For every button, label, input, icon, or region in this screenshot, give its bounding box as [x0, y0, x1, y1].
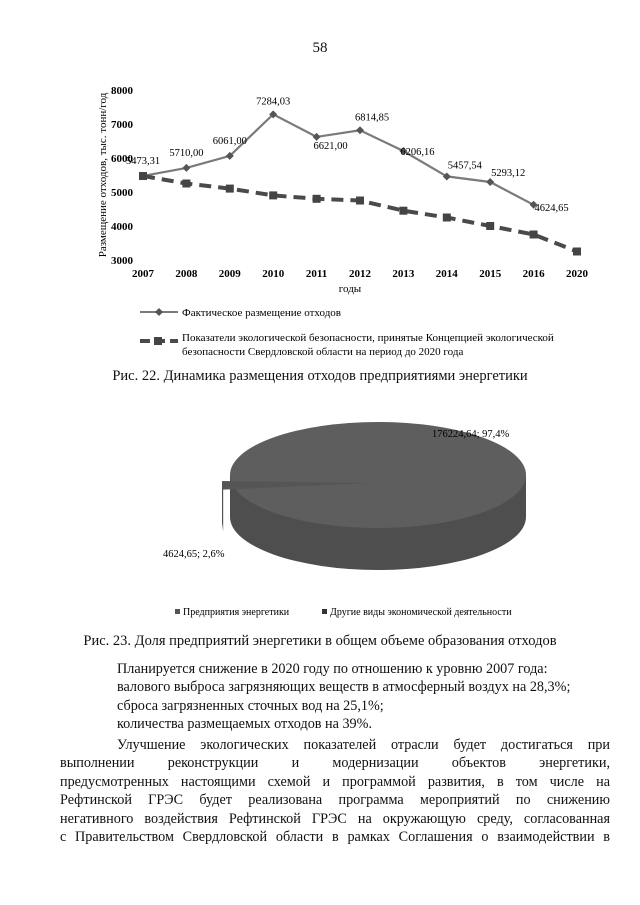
- target-point-marker: [573, 248, 581, 256]
- target-point-marker: [182, 180, 190, 188]
- data-label: 5457,54: [447, 160, 482, 172]
- target-point-marker: [226, 185, 234, 193]
- legend-other-swatch: [322, 609, 327, 614]
- paragraph-line: выполнении реконструкции и модернизации объектов энергетики,: [60, 755, 610, 772]
- reduction-item-water: сброса загрязненных сточных вод на 25,1%;: [117, 697, 384, 714]
- legend-target-marker: [154, 337, 162, 345]
- actual-point-marker: [486, 178, 494, 186]
- paragraph-line: с Правительством Свердловской области в рамках Соглашения о взаимодействии в: [60, 829, 610, 846]
- x-tick-label: 2020: [566, 268, 588, 280]
- lead-paragraph: Планируется снижение в 2020 году по отношению к уровню 2007 года:: [117, 661, 548, 677]
- y-tick-label: 8000: [111, 85, 133, 97]
- data-label: 5293,12: [491, 168, 526, 180]
- data-label: 6621,00: [313, 140, 348, 152]
- body-text: [117, 660, 610, 734]
- x-tick-label: 2010: [262, 268, 285, 280]
- y-tick-label: 7000: [111, 119, 133, 131]
- target-point-marker: [139, 172, 147, 180]
- target-point-marker: [443, 214, 451, 222]
- x-tick-label: 2014: [435, 268, 458, 280]
- actual-point-marker: [182, 164, 190, 172]
- legend-actual-marker: [155, 308, 163, 316]
- target-point-marker: [399, 207, 407, 215]
- y-tick-label: 6000: [111, 153, 133, 165]
- legend-target-label-line2: безопасности Свердловской области на период до 2020 года: [182, 346, 464, 358]
- paragraph-line: негативного воздействия Рефтинской ГРЭС на окружающую среду, согласованная: [60, 810, 610, 827]
- data-label: 7284,03: [256, 96, 291, 108]
- target-series-line: [143, 176, 577, 252]
- paragraph-line: предусмотренных настоящими схемой и программой развития, в том числе на: [60, 773, 610, 790]
- legend-energy-label: Предприятия энергетики: [183, 607, 290, 618]
- pie-label-other: 176224,64; 97,4%: [432, 429, 510, 440]
- data-label: 6061,00: [212, 135, 247, 147]
- figure-22-caption: Рис. 22. Динамика размещения отходов предприятиями энергетики: [112, 368, 528, 384]
- y-tick-label: 3000: [111, 255, 133, 267]
- y-tick-label: 4000: [111, 221, 133, 233]
- x-tick-label: 2011: [305, 268, 328, 280]
- reduction-item-waste: количества размещаемых отходов на 39%.: [117, 716, 373, 733]
- data-label: 6814,85: [354, 112, 390, 124]
- x-tick-label: 2009: [218, 268, 241, 280]
- target-point-marker: [356, 197, 364, 205]
- x-tick-label: 2008: [175, 268, 198, 280]
- waste-dynamics-line-chart: [0, 80, 640, 450]
- x-tick-label: 2013: [392, 268, 415, 280]
- x-tick-label: 2007: [132, 268, 154, 280]
- target-point-marker: [486, 222, 494, 230]
- data-label: 5710,00: [169, 147, 204, 159]
- legend-actual-label: Фактическое размещение отходов: [182, 307, 341, 319]
- target-point-marker: [530, 231, 538, 239]
- y-tick-label: 5000: [111, 187, 133, 199]
- figure-23-caption: Рис. 23. Доля предприятий энергетики в общем объеме образования отходов: [83, 633, 557, 649]
- reduction-item-air: валового выброса загрязняющих веществ в атмосферный воздух на 28,3%;: [117, 679, 571, 696]
- x-tick-label: 2015: [479, 268, 502, 280]
- y-axis-label: Размещение отходов, тыс. тонн/год: [97, 92, 109, 258]
- waste-share-pie-chart: [0, 405, 640, 625]
- data-label: 5473,31: [125, 155, 161, 167]
- data-label: 4624,65: [534, 202, 569, 214]
- paragraph-line: Рефтинской ГРЭС будет реализована программа мероприятий по снижению: [60, 792, 610, 809]
- data-label: 6206,16: [400, 146, 435, 158]
- pie-label-energy: 4624,65; 2,6%: [163, 549, 225, 560]
- target-point-marker: [313, 195, 321, 203]
- improvement-paragraph: [60, 736, 610, 846]
- paragraph-line: Улучшение экологических показателей отрасли будет достигаться при: [117, 737, 610, 753]
- x-tick-label: 2012: [349, 268, 371, 280]
- actual-point-marker: [313, 133, 321, 141]
- legend-target-label-line1: Показатели экологической безопасности, принятые Концепцией экологической: [182, 332, 554, 344]
- target-point-marker: [269, 191, 277, 199]
- actual-point-marker: [356, 126, 364, 134]
- page-number: 58: [312, 40, 328, 56]
- x-axis-label: годы: [338, 283, 362, 295]
- legend-energy-swatch: [175, 609, 180, 614]
- legend-other-label: Другие виды экономической деятельности: [330, 607, 512, 618]
- x-tick-label: 2016: [522, 268, 545, 280]
